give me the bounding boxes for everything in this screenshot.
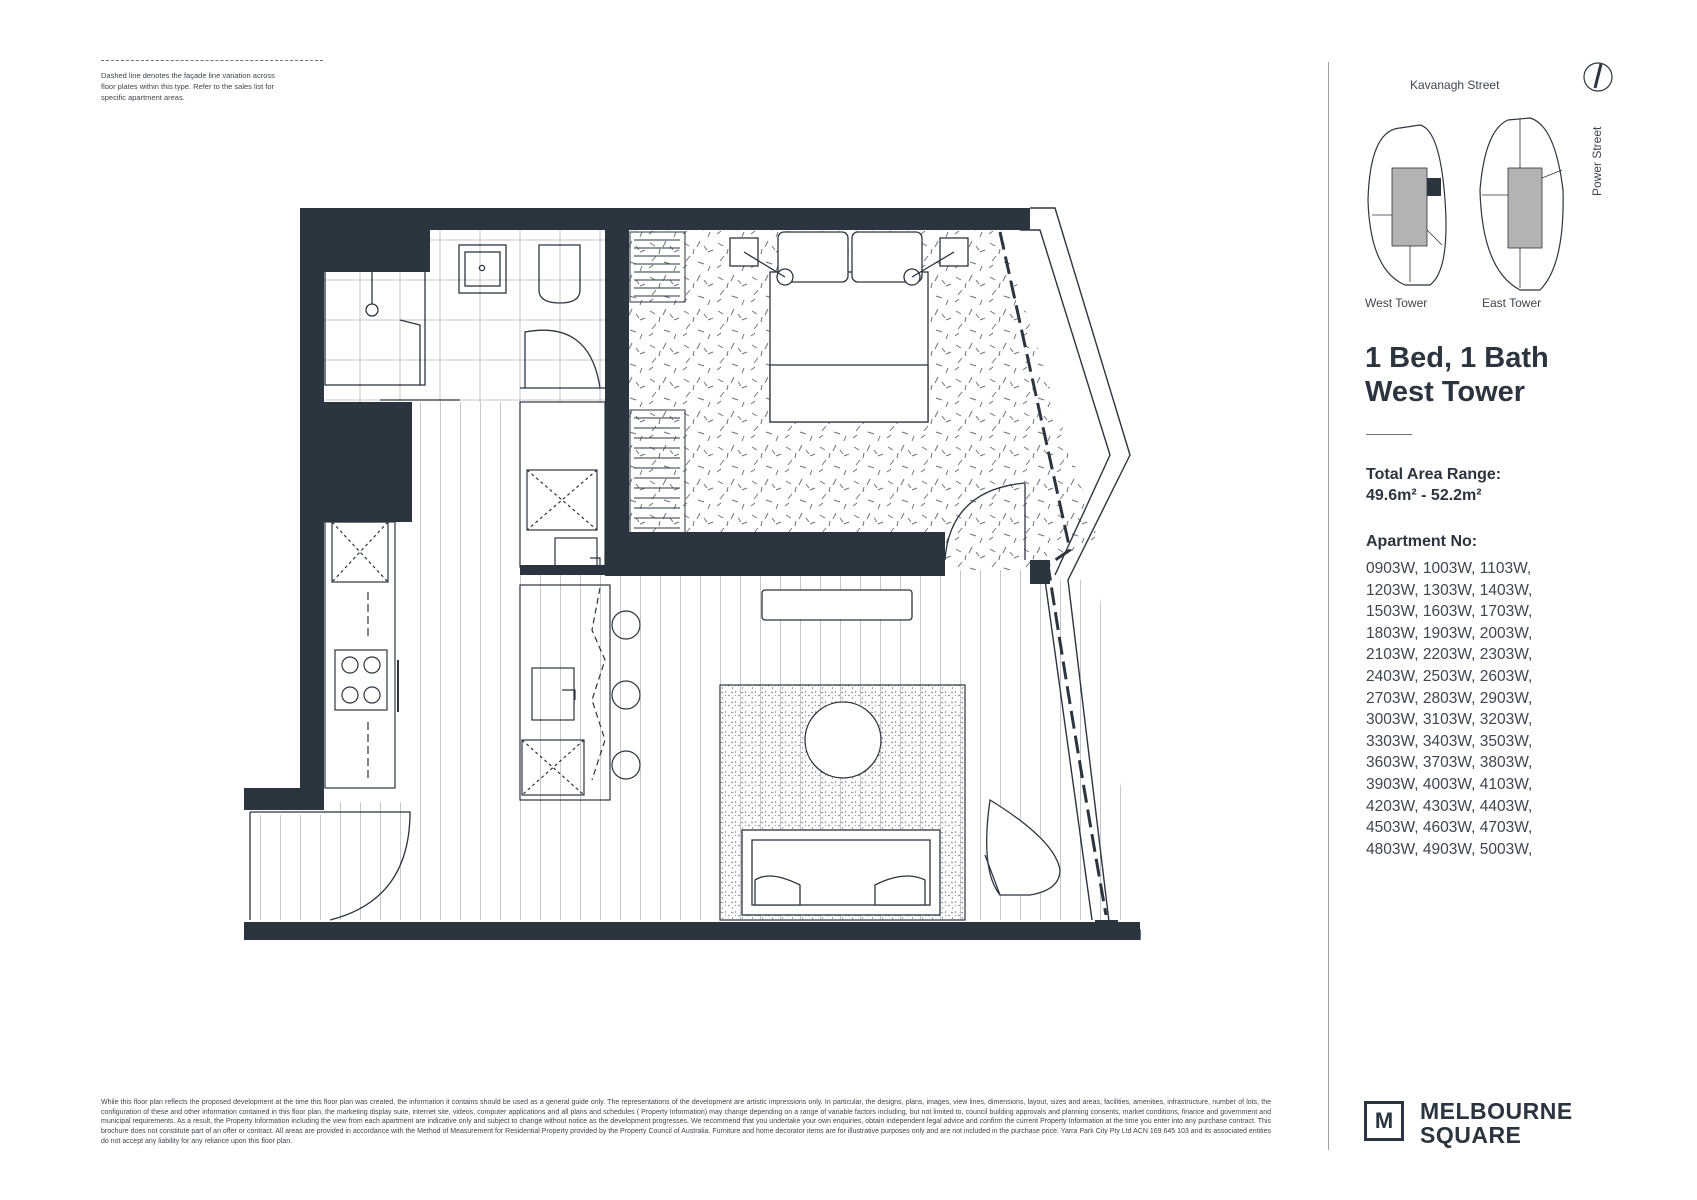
apartment-number: 1203W, — [1366, 581, 1419, 599]
apartment-number: 2203W, — [1422, 646, 1476, 664]
east-tower-footprint — [1480, 118, 1563, 290]
apartment-number: 2003W, — [1479, 624, 1533, 642]
apartment-number: 1703W, — [1479, 603, 1533, 621]
apartment-number: 3903W, — [1366, 775, 1419, 793]
floor-plan-drawing — [230, 200, 1150, 940]
apartment-number: 3303W, — [1366, 732, 1419, 750]
apartment-number: 3003W, — [1366, 711, 1419, 729]
apartment-number: 1903W, — [1422, 624, 1476, 642]
apartment-number: 4803W, — [1366, 840, 1419, 858]
area-range-value: 49.6m² - 52.2m² — [1366, 487, 1482, 504]
apartment-number: 3203W, — [1479, 711, 1533, 729]
sidebar-divider — [1328, 62, 1329, 1150]
apartment-number: 1003W, — [1422, 560, 1476, 577]
apartment-number: 4703W, — [1479, 819, 1533, 837]
apartment-number: 1303W, — [1422, 581, 1476, 599]
west-tower-footprint — [1368, 125, 1446, 285]
facade-dashed-line-sample — [101, 60, 323, 61]
apartment-number: 3503W, — [1479, 732, 1533, 750]
apartment-number: 4403W, — [1479, 797, 1533, 815]
apartment-number: 2103W, — [1366, 646, 1419, 664]
apartment-number: 4603W, — [1422, 819, 1476, 837]
brand-name-line2: SQUARE — [1420, 1122, 1522, 1148]
apartment-number: 5003W, — [1479, 840, 1533, 858]
brand-name-line1: MELBOURNE — [1420, 1098, 1573, 1124]
plan-title-line2: West Tower — [1365, 376, 1526, 408]
apartment-number: 2703W, — [1366, 689, 1419, 707]
apartment-number: 4203W, — [1366, 797, 1419, 815]
east-tower-label: East Tower — [1482, 296, 1542, 310]
apartment-number: 4103W, — [1479, 775, 1533, 793]
apartment-number: 4303W, — [1422, 797, 1476, 815]
kavanagh-street-label: Kavanagh Street — [1410, 78, 1500, 92]
apartment-number: 0903W, — [1366, 560, 1419, 577]
apartment-number: 4903W, — [1422, 840, 1476, 858]
apartment-number: 3703W, — [1422, 754, 1476, 772]
north-arrow — [1584, 63, 1612, 91]
apartment-number: 3603W, — [1366, 754, 1419, 772]
apartment-number: 2503W, — [1422, 667, 1476, 685]
apartment-number: 2603W, — [1479, 667, 1533, 685]
melbourne-square-logo — [1364, 1101, 1404, 1141]
apartment-number: 2903W, — [1479, 689, 1533, 707]
power-street-label: Power Street — [1590, 126, 1604, 196]
apartment-number: 3403W, — [1422, 732, 1476, 750]
apartment-number: 3103W, — [1422, 711, 1476, 729]
legal-disclaimer: While this floor plan reflects the proposed development at the time this floor plan was created, the information it contains should be used as a general guide only. The representations of the development are artistic impressions only. In particular, the designs, plans, images, view lines, dimensions, layout, sizes and areas, facilities, amenities, infrastructure, number of lots, the configuration of these and other information contained in this floor plan, the marketing display suite, internet site, videos, computer applications and all plans and schedules ( Property Information) may change depending on a range of variable factors including, but not limited to, council building approvals and planning consents, market conditions, finance and government and municipal requirements. As a result, the Property Information including the view from each apartment are indicative only and subject to change without notice as the development progresses. We recommend that you undertake your own enquiries, obtain independent legal advice and confirm the current Property Information at the time you enter into any purchase contract. This brochure does not constitute part of an offer or contract. All areas are provided in accordance with the Method of Measurement for Residential Property provided by the Property Council of Australia. Furniture and home decorator items are for illustrative purposes only and are not included in the purchase price. Yarra Park City Pty Ltd ACN 169 645 103 and its associated entities do not accept any liability for any reliance upon this floor plan. — [101, 1099, 1271, 1145]
apartment-number: 1103W, — [1479, 560, 1532, 577]
apartment-number: 4003W, — [1422, 775, 1476, 793]
facade-legend-note: Dashed line denotes the façade line variation across floor plates within this type. Refer to the sales list for specific apartment areas. — [101, 71, 275, 102]
area-range-label: Total Area Range: — [1366, 466, 1502, 483]
apartment-number: 3803W, — [1479, 754, 1533, 772]
apartment-number: 4503W, — [1366, 819, 1419, 837]
west-tower-label: West Tower — [1365, 296, 1428, 310]
apartment-number: 1503W, — [1366, 603, 1419, 621]
apartment-number: 2803W, — [1422, 689, 1476, 707]
title-rule — [1366, 434, 1412, 435]
apartment-numbers-label: Apartment No: — [1366, 533, 1478, 550]
key-plan-towers — [1345, 58, 1625, 298]
apartment-number: 2303W, — [1479, 646, 1533, 664]
logo-letter: M — [1374, 1108, 1394, 1133]
apartment-number: 2403W, — [1366, 667, 1419, 685]
apartment-numbers-list — [1366, 558, 1586, 860]
apartment-number: 1603W, — [1422, 603, 1476, 621]
apartment-number: 1803W, — [1366, 624, 1419, 642]
plan-title-line1: 1 Bed, 1 Bath — [1365, 342, 1549, 374]
apartment-number: 1403W, — [1479, 581, 1533, 599]
